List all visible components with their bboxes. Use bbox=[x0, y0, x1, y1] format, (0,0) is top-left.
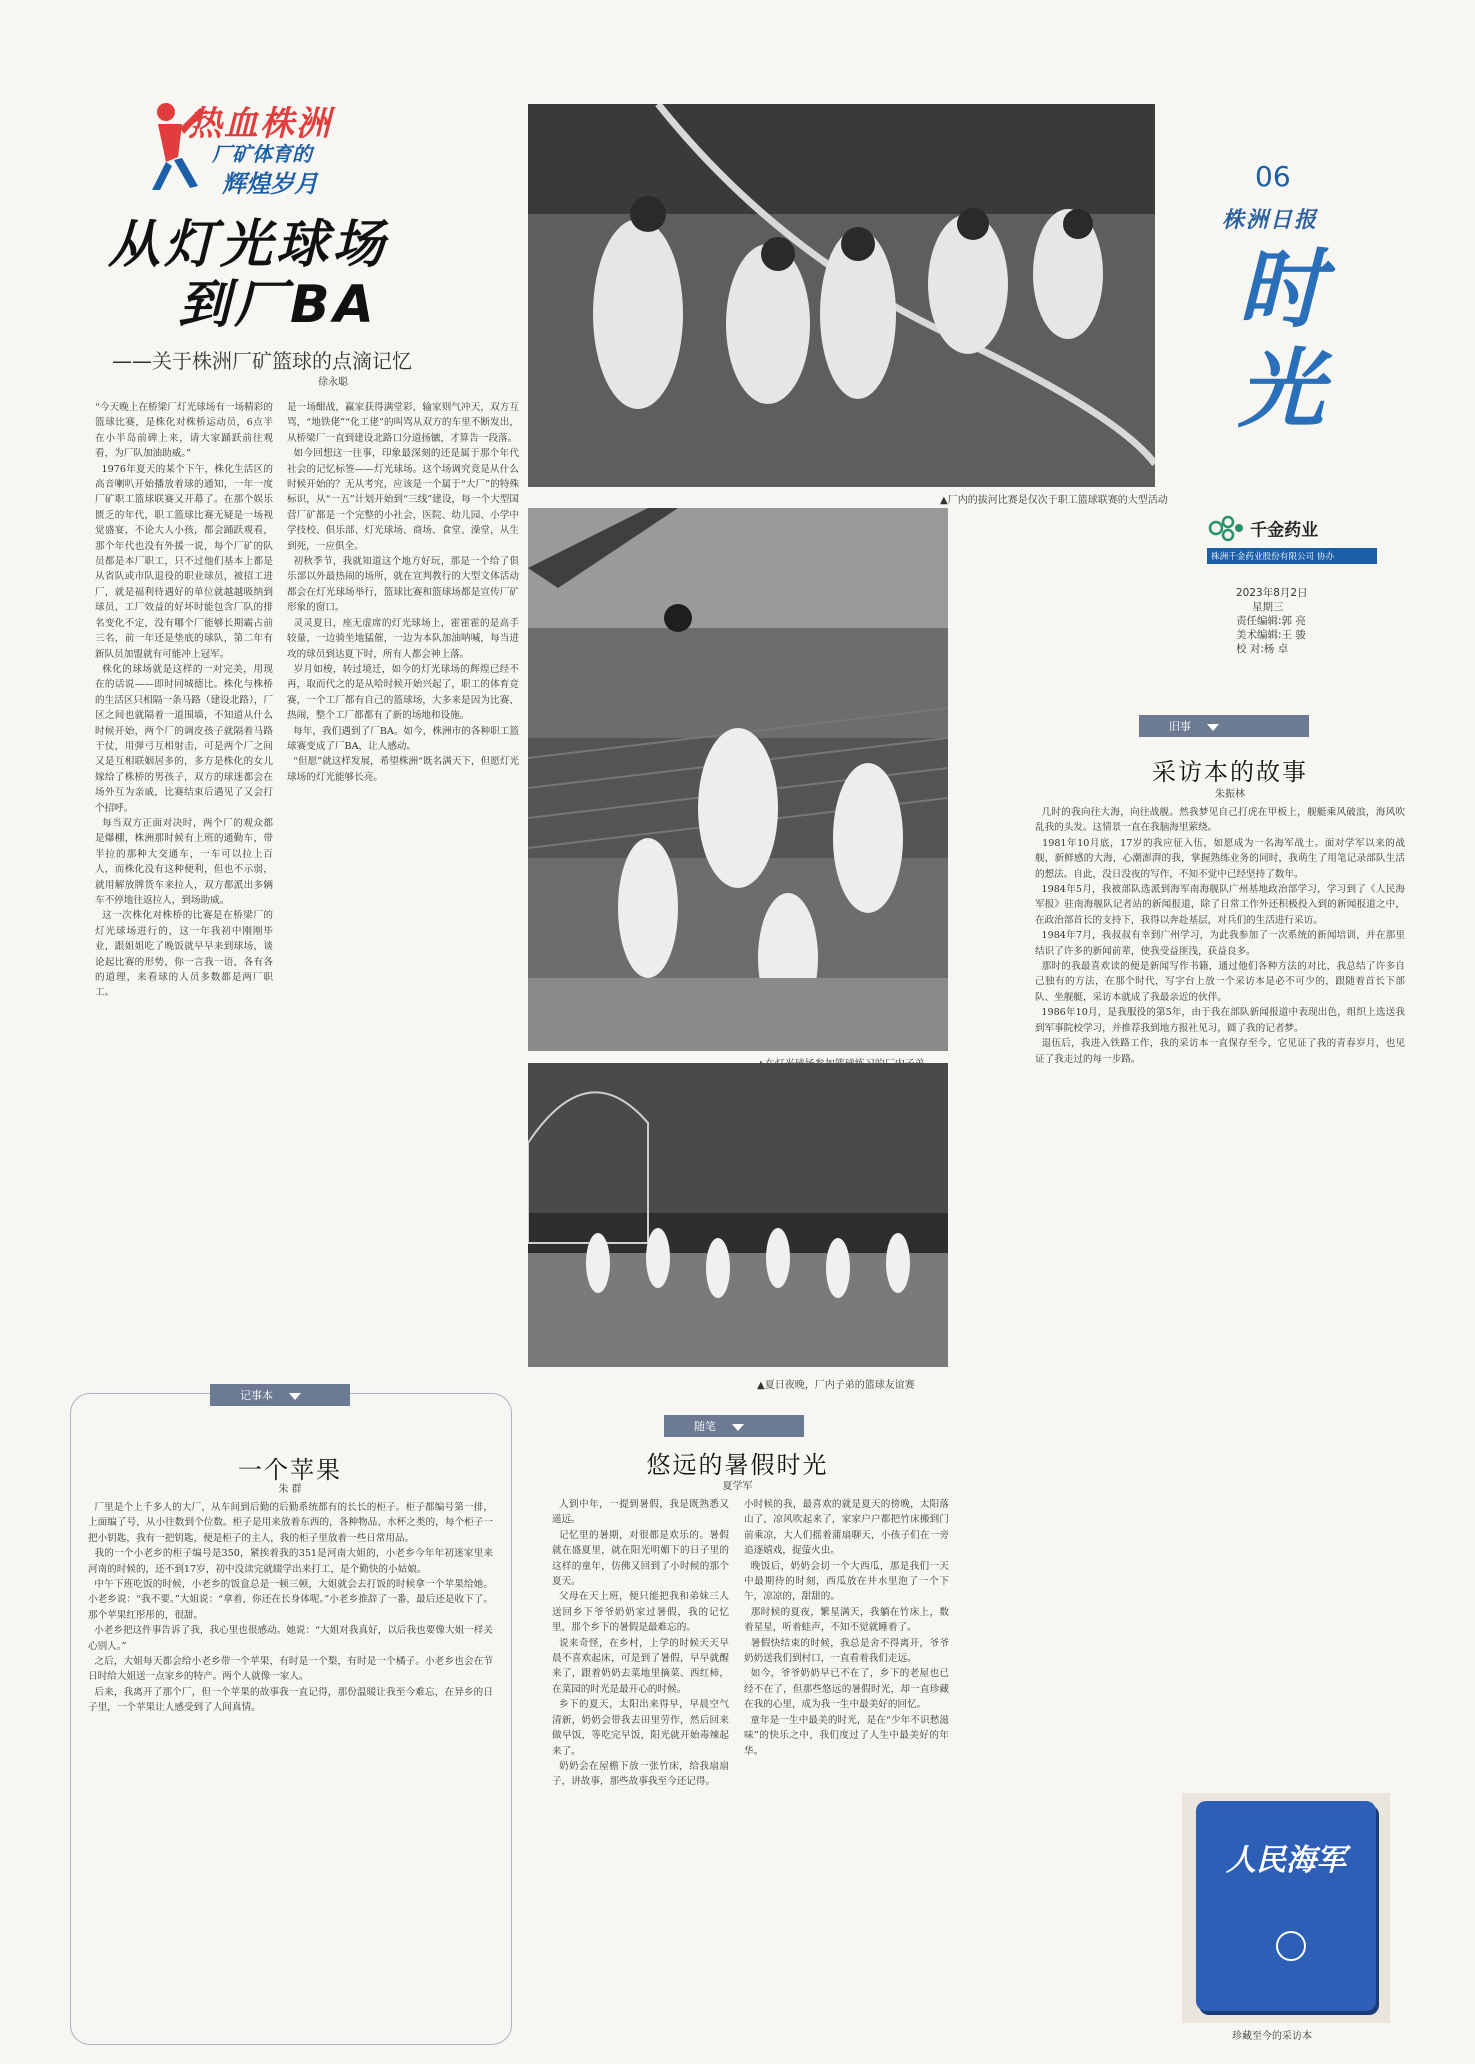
middle-story-tag: 随笔 bbox=[664, 1415, 804, 1437]
middle-story-title: 悠远的暑假时光 bbox=[646, 1451, 829, 1479]
tag-arrow-icon bbox=[289, 1393, 301, 1400]
editor-credit: 责任编辑:郭 亮 bbox=[1236, 615, 1306, 627]
issue-info bbox=[1236, 586, 1308, 656]
sponsor-line: 株洲千金药业股份有限公司 协办 bbox=[1207, 548, 1377, 564]
left-story-body: 厂里是个上千多人的大厂，从车间到后勤的后勤系统都有的长长的柜子。柜子都编号第一排，上面编了号，从小往数到个位数。柜子是用来放着东西的，各种物品、水杯之类的，每个柜子一把小钥匙，我有一把钥匙，便是柜子的主人，我的柜子里放着一些日常用品。 我的一个小老乡的柜子编号是350，紧挨着我的351是河南大姐的，小老乡今年年初迷家里来河南的时候的，还不到17岁，初中没读完就辍学出来打工，是个勤快的小姑娘。 中午下班吃饭的时候，小老乡的饭盒总是一顿三顿，大姐就会去打饭的时候拿一个苹果给她。小老乡说：“我不要。”大姐说：“拿着，你还在长身体呢。”小老乡推辞了一番，最后还是收下了。那个苹果红彤彤的，很甜。 小老乡把这件事告诉了我，我心里也很感动。她说：“大姐对我真好，以后我也要像大姐一样关心别人。” 之后，大姐每天都会给小老乡带一个苹果，有时是一个梨，有时是一个橘子。小老乡也会在节日时给大姐送一点家乡的特产。两个人就像一家人。 后来，我离开了那个厂，但一个苹果的故事我一直记得，那份温暖让我至今难忘，在异乡的日子里，一个苹果让人感受到了人间真情。 bbox=[88, 1502, 493, 1714]
left-story-tag: 记事本 bbox=[210, 1384, 350, 1406]
notebook-title: 人民海军 bbox=[1226, 1843, 1346, 1878]
right-story-title: 采访本的故事 bbox=[1152, 758, 1308, 786]
navy-emblem-icon bbox=[1276, 1931, 1306, 1961]
issue-weekday: 星期三 bbox=[1252, 601, 1284, 613]
sponsor-logo-icon bbox=[1207, 514, 1245, 542]
series-logo-blue-1: 厂矿体育的 bbox=[212, 142, 312, 166]
right-story-body: 几时的我向往大海，向往战舰。然我梦见自己打虎在甲板上，舰艇乘风破浪，海风吹乱我的头发。这情景一直在我脑海里萦绕。 1981年10月底，17岁的我应征入伍，如愿成为一名海军战士。面对学军以来的战舰，新鲜感的大海，心潮澎湃的我，掌握熟练业务的同时，我萌生了用笔记录部队生活的想法。自此，没日没夜的写作，不知不觉中已经坚持了数年。 1984年5月，我被部队选派到海军南海舰队广州基地政治部学习，学习到了《人民海军报》驻南海舰队记者站的新闻报道，除了日常工作外还积极投入到的新闻报道之中，在政治部首长的支持下，我得以奔赴基层，对兵们的生活进行采访。 1984年7月，我叔叔有幸到广州学习，为此我参加了一次系统的新闻培训，并在那里结识了许多的新闻前辈，使我受益匪浅，获益良多。 那时的我最喜欢读的便是新闻写作书籍，通过他们各种方法的对比，我总结了许多自己独有的方法，在那个时代，写字台上放一个采访本是必不可少的，跟随着首长下部队、坐舰艇，采访本就成了我最亲近的伙伴。 1986年10月，是我服役的第5年，由于我在部队新闻报道中表现出色，组织上选送我到军事院校学习，并推荐我到地方报社见习，圆了我的记者梦。 退伍后，我进入铁路工作，我的采访本一直保存至今，它见证了我的青春岁月，也见证了我走过的每一步路。 bbox=[1035, 807, 1405, 1065]
main-article-col-1: “今天晚上在桥梁厂灯光球场有一场精彩的篮球比赛，是株化对株桥运动员，6点半在小半岛前碑上来，请大家踊跃前往观看，为厂队加油助威。” 1976年夏天的某个下午，株化生活区的高音喇叭开始播放着球的通知，一年一度厂矿职工篮球联赛又开幕了。在那个娱乐匮乏的年代，职工篮球比赛无疑是一场视觉盛宴，不论大人小孩，都会踊跃观看，那个年代也没有外援一说，每个厂矿的队员都是本厂职工，只不过他们基本上都是从省队或市队退役的职业球员，被招工进厂，就是福利待遇好的单位就越越吸纳到球员，工厂效益的好坏时能包含厂队的排名变化不定，没有哪个厂能够长期霸占前三名，前一年还是垫底的球队，第二年有新队员加盟就有可能冲上冠军。 株化的球场就是这样的一对完美，用现在的话说——即时同城德比。株化与株桥的生活区只相隔一条马路（建设北路），厂区之间也就隔着一道围墙，不知道从什么时候开始，两个厂的调皮孩子就隔着马路干仗，用弹弓互相射击，可是两个厂之间又是互相联姻居多的，多方是株化的女儿嫁给了株桥的男孩子，双方的球迷都会在场外互为亲戚，比赛结束后遇见了又会打个招呼。 每当双方正面对决时，两个厂的观众都是爆棚，株洲那时候有上班的通勤车，带半拉的那种大交通车，一车可以拉上百人，而株化没有这种便利，但也不示弱，就用解放牌货车来拉人，双方都派出多辆车不停地往返拉人，到场助威。 这一次株化对株桥的比赛是在桥梁厂的灯光球场进行的，这一年我初中刚刚毕业，跟姐姐吃了晚饭就早早来到球场，谈论起比赛的形势，你一言我一语，各有各的道理，来看球的人员多数都是两厂职工。 bbox=[95, 402, 273, 999]
headline bbox=[108, 215, 448, 335]
sponsor-name: 千金药业 bbox=[1250, 520, 1319, 541]
headline-subtitle: ——关于株洲厂矿篮球的点滴记忆 bbox=[112, 349, 412, 373]
sponsor-block bbox=[1207, 514, 1377, 564]
right-story-author: 朱振林 bbox=[1215, 789, 1245, 800]
tug-of-war-photo bbox=[528, 104, 1155, 487]
right-story-tag: 旧事 bbox=[1139, 715, 1309, 737]
headline-line-1: 从灯光球场 bbox=[108, 215, 389, 275]
series-logo-blue-2: 辉煌岁月 bbox=[222, 170, 318, 198]
main-article-col-2: 是一场酣战，赢家获得满堂彩，输家则气冲天，双方互骂，“地铁佬”“化工佬”的叫骂从双方的车里不断发出，从桥梁厂一直到建设北路口分道扬镳，才算告一段落。 如今回想这一往事，印象最深刻的还是属于那个年代社会的记忆标签——灯光球场。这个场调究竟是从什么时候开始的？无从考究，应该是一个属于“大厂”的特殊标识，从“一五”计划开始到“三线”建设，每一个大型国营厂矿都是一个完整的小社会，医院、幼儿园、小学中学技校、俱乐部、灯光球场、商场、食堂、澡堂，从生到死，一应俱全。 初秋季节，我就知道这个地方好玩，那是一个给了俱乐部以外最热闹的场所，就在宣判教行的大型文体活动都会在灯光球场举行，篮球比赛和篮球场都是宣传厂矿形象的窗口。 灵灵夏日，座无虚席的灯光球场上，霍霍霍的是高手较量，一边骑坐地猛催，一边为本队加油呐喊，每当进攻的球员到达夏下时，所有人都会神上落。 岁月如梭，转过境迁，如今的灯光球场的辉煌已经不再，取而代之的是从哈时候开始兴起了，职工的体育竞赛，一个工厂都有自己的篮球场，大多来是因为比赛、热闹，整个工厂都都有了新的场地和设施。 每年，我们遇到了厂BA。如今，株洲市的各种职工篮球赛变成了厂BA，让人感动。 “但愿”就这样发展，希望株洲“既名满天下，但愿灯光球场的灯光能够长亮。 bbox=[287, 402, 519, 783]
middle-story-col-1: 人到中年，一提到暑假，我是既熟悉又遥远。 记忆里的暑期，对很都是欢乐的。暑假就在盛夏里，就在阳光明媚下的日子里的这样的童年，仿佛又回到了小时候的那个夏天。 父母在天上班，便只能把我和弟妹三人送回乡下爷爷奶奶家过暑假，我的记忆里，那个乡下的暑假是最难忘的。 说来奇怪，在乡村，上学的时候天天早晨不喜欢起床，可是到了暑假，早早就醒来了，跟着奶奶去菜地里摘菜、西红柿，在菜园的时光是最开心的时候。 乡下的夏天，太阳出来得早，早晨空气清新，奶奶会带我去田里劳作，然后回来做早饭，等吃完早饭，阳光就开始毒辣起来了。 奶奶会在屋檐下放一张竹床，给我扇扇子，讲故事，那些故事我至今还记得。 bbox=[552, 1499, 729, 1788]
series-logo-red: 热血株洲 bbox=[188, 104, 332, 144]
headline-author: 徐永聪 bbox=[318, 377, 348, 388]
tag-arrow-icon bbox=[1207, 724, 1219, 731]
page-number: 06 bbox=[1255, 160, 1291, 193]
interview-notebook-photo bbox=[1182, 1793, 1390, 2023]
headline-line-2: 到厂BA bbox=[178, 275, 378, 335]
basketball-practice-photo bbox=[528, 508, 948, 1051]
night-game-photo bbox=[528, 1063, 948, 1367]
middle-story-col-2: 小时候的我，最喜欢的就是夏天的傍晚，太阳落山了，凉风吹起来了，家家户户都把竹床搬到门前乘凉，大人们摇着蒲扇聊天，小孩子们在一旁追逐嬉戏，捉萤火虫。 晚饭后，奶奶会切一个大西瓜，那是我们一天中最期待的时刻，西瓜放在井水里泡了一个下午，凉凉的，甜甜的。 那时候的夏夜，繁星满天，我躺在竹床上，数着星星，听着蛙声，不知不觉就睡着了。 暑假快结束的时候，我总是舍不得离开，爷爷奶奶送我们到村口，一直看着我们走远。 如今，爷爷奶奶早已不在了，乡下的老屋也已经不在了，但那些悠远的暑假时光，却一直珍藏在我的心里，成为我一生中最美好的回忆。 童年是一生中最美的时光，是在“少年不识愁滋味”的快乐之中，我们度过了人生中最美好的年华。 bbox=[744, 1499, 949, 1757]
issue-date: 2023年8月2日 bbox=[1236, 587, 1308, 599]
left-story-title: 一个苹果 bbox=[238, 1456, 342, 1484]
section-name: 时光 bbox=[1238, 239, 1324, 440]
night-game-caption: ▲夏日夜晚，厂内子弟的篮球友谊赛 bbox=[757, 1380, 915, 1391]
art-editor-credit: 美术编辑:王 骏 bbox=[1236, 629, 1306, 641]
middle-story-author: 夏学军 bbox=[722, 1481, 753, 1492]
proofreader-credit: 校 对:杨 卓 bbox=[1236, 643, 1289, 655]
notebook-caption: 珍藏至今的采访本 bbox=[1232, 2031, 1312, 2042]
tag-arrow-icon bbox=[732, 1424, 744, 1431]
paper-name: 株洲日报 bbox=[1222, 207, 1319, 233]
notebook-cover bbox=[1196, 1801, 1376, 2011]
left-story-author: 朱 群 bbox=[278, 1484, 302, 1495]
tug-of-war-caption: ▲厂内的拔河比赛是仅次于职工篮球联赛的大型活动 bbox=[940, 495, 1168, 506]
series-logo bbox=[138, 96, 428, 206]
